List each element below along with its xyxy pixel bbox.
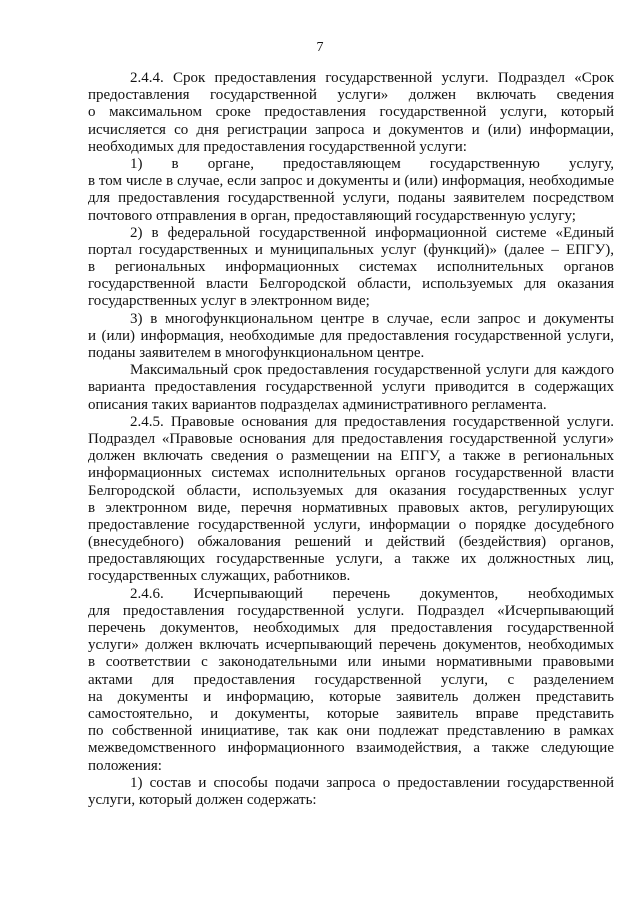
text-line: актами для предоставления государственной услуги, с разделением [88, 671, 614, 688]
text-line: 2.4.6. Исчерпывающий перечень документов, необходимых [130, 585, 614, 602]
text-line: для предоставления государственной услуги. Подраздел «Исчерпывающий [88, 602, 614, 619]
page-number: 7 [316, 40, 324, 55]
text-line: предоставление государственной услуги, информации о порядке досудебного [88, 516, 614, 533]
text-line: Подраздел «Правовые основания для предоставления государственной услуги» [88, 430, 614, 447]
text-line: 3) в многофункциональном центре в случае, если запрос и документы [130, 310, 614, 327]
text-line: 2.4.4. Срок предоставления государственной услуги. Подраздел «Срок [130, 70, 614, 86]
text-line: межведомственного информационного взаимодействия, а также следующие [88, 740, 614, 757]
text-line: 2.4.5. Правовые основания для предоставления государственной услуги. [130, 413, 614, 430]
text-line: и (или) информация, необходимые для предоставления государственной услуги, [88, 327, 614, 344]
text-line: предоставления государственной услуги» должен включать сведения [88, 87, 614, 104]
text-line: положения: [88, 757, 162, 774]
text-line: Максимальный срок предоставления государственной услуги для каждого [130, 362, 614, 379]
text-line: государственных служащих, работников. [88, 568, 351, 585]
text-line: 2) в федеральной государственной информационной системе «Единый [130, 224, 614, 241]
text-line: необходимых для предоставления государственной услуги: [88, 138, 467, 155]
text-line: государственных услуг в электронном виде; [88, 293, 370, 310]
text-line: самостоятельно, и документы, которые заявитель вправе представить [88, 705, 614, 722]
text-line: для предоставления государственной услуги, поданы заявителем посредством [88, 190, 614, 207]
text-line: предоставляющих государственные услуги, а также их должностных лиц, [88, 551, 614, 568]
text-line: портал государственных и муниципальных услуг (функций)» (далее – ЕПГУ), [88, 241, 614, 258]
text-line: варианта предоставления государственной услуги приводится в содержащих [88, 379, 614, 396]
text-line: поданы заявителем в многофункциональном центре. [88, 345, 425, 361]
text-line: перечень документов, необходимых для предоставления государственной [88, 620, 614, 636]
text-line: на документы и информацию, которые заявитель должен представить [88, 688, 614, 705]
text-line: услуги» должен включать исчерпывающий перечень документов, необходимых [88, 637, 614, 654]
text-line: должен включать сведения о размещении на ЕПГУ, а также в региональных [88, 448, 614, 465]
text-line: описания таких вариантов подразделах административного регламента. [88, 396, 547, 413]
text-line: 1) в органе, предоставляющем государственную услугу, [130, 155, 614, 172]
document-body [88, 70, 614, 809]
text-line: по собственной инициативе, так как они подлежат представлению в рамках [88, 723, 614, 740]
text-line: почтового отправления в орган, предоставляющий государственную услугу; [88, 207, 576, 224]
text-line: в региональных информационных системах исполнительных органов [88, 259, 614, 276]
text-line: услуги, который должен содержать: [88, 791, 317, 808]
text-line: о максимальном сроке предоставления государственной услуги, который [88, 104, 614, 121]
text-line: в том числе в случае, если запрос и документы и (или) информация, необходимые [88, 173, 614, 190]
text-line: 1) состав и способы подачи запроса о предоставлении государственной [130, 774, 614, 791]
text-line: государственной власти Белгородской области, используемых для оказания [88, 276, 614, 293]
text-line: в соответствии с законодательными или иными нормативными правовыми [88, 654, 614, 671]
text-line: информационных системах исполнительных органов государственной власти [88, 465, 614, 482]
text-line: (внесудебного) обжалования решений и действий (бездействия) органов, [88, 534, 614, 551]
text-line: Белгородской области, используемых для оказания государственных услуг [88, 482, 614, 499]
text-line: в электронном виде, перечня нормативных правовых актов, регулирующих [88, 499, 614, 516]
text-line: исчисляется со дня регистрации запроса и документов и (или) информации, [88, 121, 614, 138]
